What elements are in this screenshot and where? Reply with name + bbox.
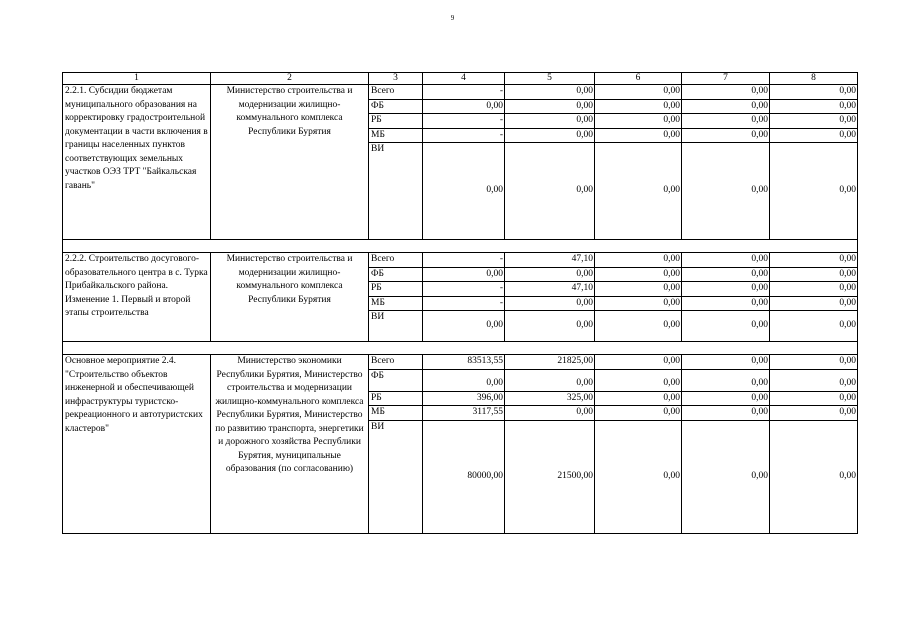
column-header: 2 [211,73,369,85]
funding-source: РБ [369,282,423,297]
column-header: 6 [595,73,682,85]
value-cell: 0,00 [423,369,505,391]
table-row [63,85,858,100]
value-cell: 0,00 [682,406,770,421]
value-cell: 0,00 [682,311,770,342]
value-cell: 0,00 [682,253,770,268]
value-cell: 0,00 [505,143,595,240]
value-cell: 0,00 [682,128,770,143]
value-cell: 0,00 [505,85,595,100]
column-number-row [63,73,858,85]
value-cell: 0,00 [682,85,770,100]
value-cell: 0,00 [770,311,858,342]
value-cell: 0,00 [770,253,858,268]
funding-source: ВИ [369,311,423,342]
funding-source: ФБ [369,267,423,282]
value-cell: 0,00 [423,311,505,342]
funding-source: ФБ [369,99,423,114]
budget-table [62,72,858,534]
value-cell: 0,00 [505,267,595,282]
value-cell: 0,00 [595,282,682,297]
value-cell: 0,00 [682,420,770,533]
value-cell: 0,00 [505,99,595,114]
table-row [63,355,858,370]
value-cell: - [423,85,505,100]
value-cell: 0,00 [770,296,858,311]
value-cell: 0,00 [595,311,682,342]
value-cell: 0,00 [595,99,682,114]
value-cell: 0,00 [770,420,858,533]
funding-source: МБ [369,128,423,143]
measure-name: Основное мероприятие 2.4. "Строительство объектов инженерной и обеспечивающей инфраструктуры туристско-рекреационного и автотуристских кластеров" [63,355,211,534]
value-cell: 0,00 [770,391,858,406]
value-cell: 0,00 [595,355,682,370]
value-cell: 0,00 [595,267,682,282]
funding-source: РБ [369,391,423,406]
value-cell: 0,00 [770,267,858,282]
value-cell: 3117,55 [423,406,505,421]
value-cell: 21825,00 [505,355,595,370]
value-cell: 0,00 [595,128,682,143]
value-cell: 0,00 [682,296,770,311]
separator-row [63,240,858,253]
value-cell: 0,00 [505,311,595,342]
value-cell: - [423,253,505,268]
column-header: 8 [770,73,858,85]
value-cell: 47,10 [505,282,595,297]
value-cell: 0,00 [595,391,682,406]
value-cell: 0,00 [770,114,858,129]
value-cell: - [423,282,505,297]
funding-source: МБ [369,296,423,311]
value-cell: 0,00 [770,406,858,421]
value-cell: 0,00 [505,128,595,143]
value-cell: 0,00 [595,85,682,100]
funding-source: Всего [369,355,423,370]
value-cell: 0,00 [770,355,858,370]
funding-source: ФБ [369,369,423,391]
table-row [63,253,858,268]
value-cell: - [423,128,505,143]
value-cell: 396,00 [423,391,505,406]
value-cell: 0,00 [682,369,770,391]
value-cell: 0,00 [505,296,595,311]
value-cell: 0,00 [595,296,682,311]
value-cell: - [423,296,505,311]
page-number: 9 [450,14,455,22]
value-cell: - [423,114,505,129]
value-cell: 0,00 [595,420,682,533]
value-cell: 325,00 [505,391,595,406]
funding-source: ВИ [369,143,423,240]
value-cell: 0,00 [423,143,505,240]
column-header: 7 [682,73,770,85]
value-cell: 0,00 [682,391,770,406]
value-cell: 0,00 [595,406,682,421]
measure-name: 2.2.2. Строительство досугового-образовательного центра в с. Турка Прибайкальского района. Изменение 1. Первый и второй этапы строительства [63,253,211,342]
value-cell: 0,00 [682,282,770,297]
value-cell: 0,00 [505,114,595,129]
value-cell: 0,00 [682,99,770,114]
value-cell: 0,00 [682,143,770,240]
value-cell: 0,00 [595,114,682,129]
funding-source: Всего [369,85,423,100]
executor-name: Министерство строительства и модернизации жилищно-коммунального комплекса Республики Бурятия [211,85,369,240]
value-cell: 21500,00 [505,420,595,533]
value-cell: 0,00 [505,406,595,421]
value-cell: 0,00 [423,99,505,114]
column-header: 3 [369,73,423,85]
value-cell: 0,00 [770,369,858,391]
value-cell: 0,00 [770,85,858,100]
value-cell: 80000,00 [423,420,505,533]
value-cell: 0,00 [682,355,770,370]
executor-name: Министерство строительства и модернизации жилищно-коммунального комплекса Республики Бурятия [211,253,369,342]
column-header: 4 [423,73,505,85]
funding-source: РБ [369,114,423,129]
value-cell: 0,00 [595,143,682,240]
value-cell: 0,00 [682,267,770,282]
value-cell: 0,00 [505,369,595,391]
value-cell: 0,00 [770,143,858,240]
value-cell: 0,00 [423,267,505,282]
value-cell: 83513,55 [423,355,505,370]
separator-row [63,342,858,355]
value-cell: 0,00 [770,128,858,143]
funding-source: Всего [369,253,423,268]
value-cell: 47,10 [505,253,595,268]
value-cell: 0,00 [595,369,682,391]
funding-source: МБ [369,406,423,421]
value-cell: 0,00 [770,99,858,114]
value-cell: 0,00 [682,114,770,129]
column-header: 5 [505,73,595,85]
executor-name: Министерство экономики Республики Бурятия, Министерство строительства и модернизации жилищно-коммунального комплекса Республики Бурятия, Министерство по развитию транспорта, энергетики и дорожного хозяйства Республики Бурятия, муниципальные образования (по согласованию) [211,355,369,534]
funding-source: ВИ [369,420,423,533]
measure-name: 2.2.1. Субсидии бюджетам муниципального образования на корректировку градостроительной документации в части включения в границы населенных пунктов соответствующих земельных участков ОЭЗ ТРТ "Байкальская гавань" [63,85,211,240]
value-cell: 0,00 [595,253,682,268]
column-header: 1 [63,73,211,85]
value-cell: 0,00 [770,282,858,297]
